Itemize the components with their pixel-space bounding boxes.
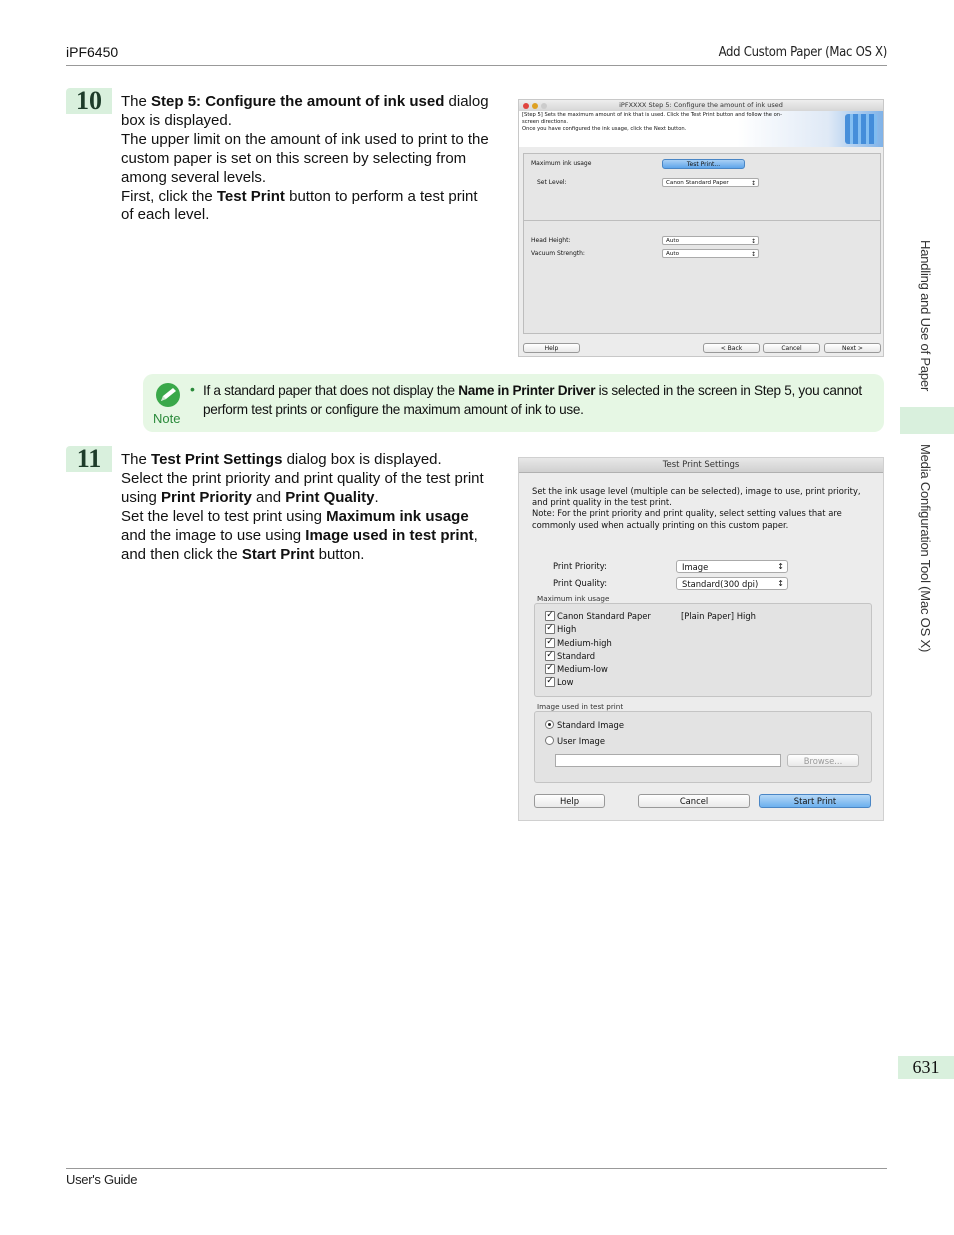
paper-name: Canon Standard Paper [557, 611, 651, 621]
dialog-intro: Set the ink usage level (multiple can be selected), image to use, print priority, and print quality in the test print. Note: For the print priority and print quality, select setting values that are commonly used when actually printing on this custom paper. [532, 486, 861, 530]
level-checkbox[interactable]: ✓ [546, 623, 554, 633]
chapter-tab-marker [900, 407, 954, 434]
level-label: Standard [557, 651, 596, 661]
max-ink-label: Maximum ink usage [531, 160, 592, 167]
vacuum-strength-label: Vacuum Strength: [531, 250, 585, 257]
step-line: using Print Priority and Print Quality. [121, 488, 379, 506]
zoom-icon[interactable] [541, 103, 547, 109]
note-text: If a standard paper that does not display the Name in Printer Driver is selected in the screen in Step 5, you cannot perform test prints or configure the maximum amount of ink to use. [203, 383, 862, 417]
image-group-label: Image used in test print [537, 702, 624, 711]
banner-text: [Step 5] Sets the maximum amount of ink that is used. Click the Test Print button and follow the on- screen directions. Once you have configured the ink usage, click the Next button. [522, 112, 782, 132]
header-rule [66, 65, 887, 66]
step-10-text [121, 93, 511, 225]
note-bullet: • [190, 381, 195, 397]
browse-button[interactable]: Browse... [787, 754, 859, 767]
minimize-icon[interactable] [532, 103, 538, 109]
paper-info: [Plain Paper] High [681, 611, 756, 621]
user-image-path-field[interactable] [555, 754, 781, 767]
max-ink-group-label: Maximum ink usage [537, 594, 610, 603]
standard-image-label: Standard Image [557, 720, 624, 730]
next-button[interactable]: Next > [824, 343, 881, 353]
step-line: custom paper is set on this screen by selecting from [121, 149, 467, 167]
standard-image-radio[interactable] [545, 720, 554, 729]
header-model: iPF6450 [66, 44, 119, 60]
step-line: The Test Print Settings dialog box is displayed. [121, 451, 442, 468]
dialog-titlebar: iPFXXXX Step 5: Configure the amount of ink used [519, 100, 883, 111]
chapter-title: Handling and Use of Paper [918, 240, 933, 392]
step-line: Set the level to test print using Maximum ink usage [121, 507, 469, 525]
close-icon[interactable] [523, 103, 529, 109]
page-number: 631 [898, 1056, 954, 1079]
step-line: of each level. [121, 206, 210, 224]
step-line: The Step 5: Configure the amount of ink used dialog [121, 93, 489, 110]
step-line: box is displayed. [121, 111, 232, 129]
start-print-button[interactable]: Start Print [759, 794, 871, 808]
step-11-text [121, 451, 511, 564]
step-line: The upper limit on the amount of ink used to print to the [121, 130, 489, 148]
user-image-label: User Image [557, 736, 605, 746]
step-line: Select the print priority and print quality of the test print [121, 469, 484, 487]
print-priority-label: Print Priority: [553, 561, 607, 571]
vacuum-strength-select[interactable]: Auto ↕ [662, 249, 759, 258]
level-label: Medium-high [557, 638, 612, 648]
level-checkbox[interactable]: ✓ [546, 650, 554, 660]
head-height-select[interactable]: Auto ↕ [662, 236, 759, 245]
print-quality-select[interactable]: Standard(300 dpi) ↕ [676, 577, 788, 590]
cancel-button[interactable]: Cancel [638, 794, 750, 808]
footer-guide: User's Guide [66, 1172, 138, 1187]
set-level-select[interactable]: Canon Standard Paper ↕ [662, 178, 759, 187]
subchapter-title: Media Configuration Tool (Mac OS X) [918, 444, 933, 653]
user-image-radio[interactable] [545, 736, 554, 745]
step-number-10: 10 [66, 88, 112, 114]
test-print-settings-dialog-screenshot [518, 457, 884, 821]
set-level-label: Set Level: [537, 179, 567, 186]
step-line: among several levels. [121, 168, 267, 186]
print-priority-select[interactable]: Image ↕ [676, 560, 788, 573]
header-section: Add Custom Paper (Mac OS X) [718, 45, 887, 60]
dialog-titlebar: Test Print Settings [519, 458, 883, 473]
level-label: Medium-low [557, 664, 608, 674]
level-checkbox[interactable]: ✓ [546, 637, 554, 647]
level-checkbox[interactable]: ✓ [546, 676, 554, 686]
step-line: and the image to use using Image used in test print, [121, 526, 478, 544]
level-label: High [557, 624, 577, 634]
canon-standard-paper-checkbox[interactable]: ✓ [546, 610, 554, 620]
ink-usage-dialog-screenshot [518, 99, 884, 357]
step-line: and then click the Start Print button. [121, 545, 365, 563]
note-pencil-icon [152, 382, 184, 412]
back-button[interactable]: < Back [703, 343, 760, 353]
help-button[interactable]: Help [523, 343, 580, 353]
cancel-button[interactable]: Cancel [763, 343, 820, 353]
step-line: First, click the Test Print button to perform a test print [121, 187, 478, 205]
head-height-label: Head Height: [531, 237, 571, 244]
printer-graphic-icon [845, 114, 877, 144]
print-quality-label: Print Quality: [553, 578, 608, 588]
footer-rule [66, 1168, 887, 1169]
level-label: Low [557, 677, 574, 687]
step-number-11: 11 [66, 446, 112, 472]
level-checkbox[interactable]: ✓ [546, 663, 554, 673]
test-print-button[interactable]: Test Print... [662, 159, 745, 169]
note-label: Note [153, 411, 181, 426]
help-button[interactable]: Help [534, 794, 605, 808]
